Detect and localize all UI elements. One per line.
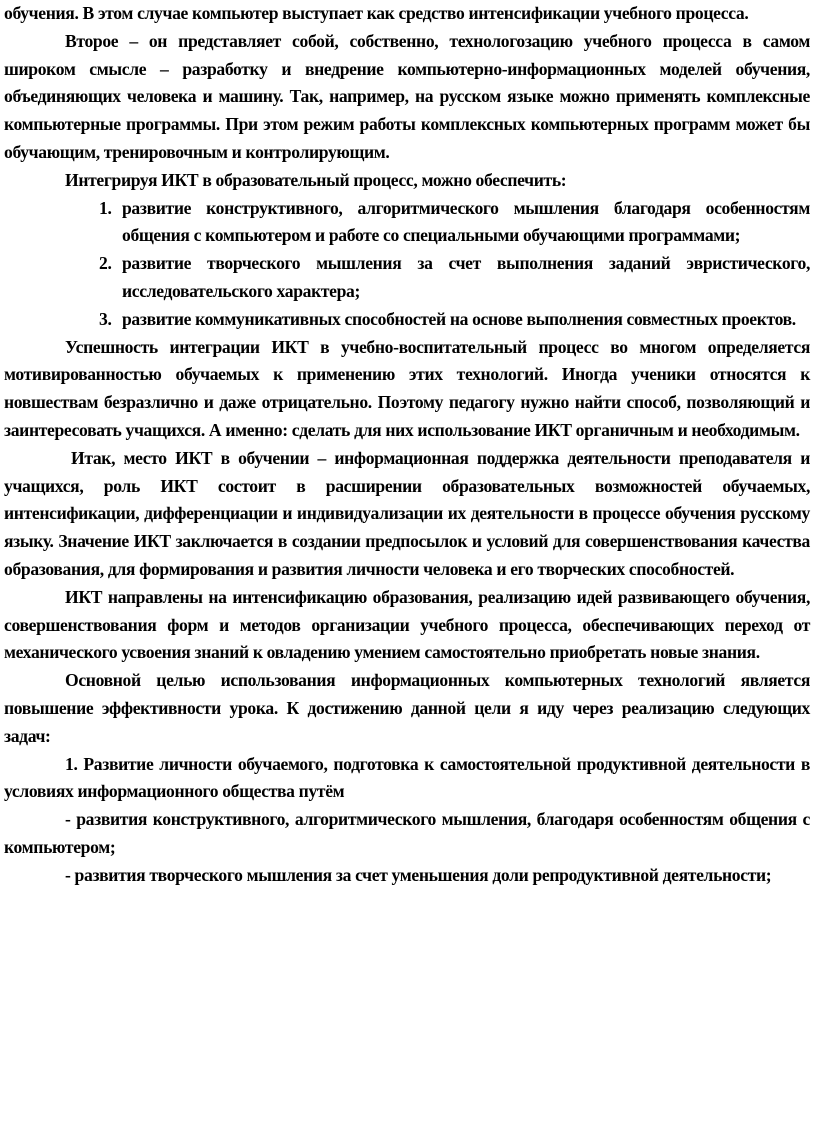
list-item-text: развитие коммуникативных способностей на основе выполнения совместных проектов. — [122, 308, 796, 329]
paragraph-continuation: обучения. В этом случае компьютер выступает как средство интенсификации учебного процесса. — [4, 3, 749, 23]
paragraph-list-intro: Интегрируя ИКТ в образовательный процесс, можно обеспечить: — [65, 169, 567, 190]
list-item-number: 2. — [99, 253, 112, 274]
paragraph-task-dash-two: - развития творческого мышления за счет уменьшения доли репродуктивной деятельности; — [65, 864, 772, 885]
paragraph-integration-success: Успешность интеграции ИКТ в учебно-воспитательный процесс во многом определяется мотивированностью обучаемых к применению этих технологий. Иногда ученики относятся к новшествам безразлично и даже отрицательно. Поэтому педагогу нужно найти способ, позволяющий и заинтересовать учащихся. А именно: сделать для них использование ИКТ органичным и необходимым. — [4, 336, 810, 440]
list-item — [4, 306, 810, 334]
list-item — [4, 250, 810, 306]
paragraph-main-goal: Основной целью использования информационных компьютерных технологий является повышение эффективности урока. К достижению данной цели я иду через реализацию следующих задач: — [4, 670, 810, 746]
paragraph-second-role: Второе – он представляет собой, собственно, технологозацию учебного процесса в самом широком смысле – разработку и внедрение компьютерно-информационных моделей обучения, объединяющих человека и машину. Так, например, на русском языке можно применять комплексные компьютерные программы. При этом режим работы комплексных компьютерных программ может бы обучающим, тренировочным и контролирующим. — [4, 30, 810, 162]
list-item-number: 1. — [99, 197, 112, 218]
paragraph-ict-place: Итак, место ИКТ в обучении – информационная поддержка деятельности преподавателя и учащихся, роль ИКТ состоит в расширении образовательных возможностей обучаемых, интенсификации, дифференциации и индивидуализации их деятельности в процессе обучения русскому языку. Значение ИКТ заключается в создании предпосылок и условий для совершенствования качества образования, для формирования и развития личности человека и его творческих способностей. — [4, 447, 810, 579]
paragraph-ict-direction: ИКТ направлены на интенсификацию образования, реализацию идей развивающего обучения, совершенствования форм и методов организации учебного процесса, обеспечивающих переход от механического усвоения знаний к овладению умением самостоятельно приобретать новые знания. — [4, 586, 810, 663]
list-item — [4, 195, 810, 251]
paragraph-task-dash-one: - развития конструктивного, алгоритмического мышления, благодаря особенностям общения с компьютером; — [4, 809, 810, 857]
list-item-number: 3. — [99, 308, 112, 329]
list-item-text: развитие конструктивного, алгоритмического мышления благодаря особенностям общения с компьютером и работе со специальными обучающими программами; — [122, 197, 810, 246]
list-item-text: развитие творческого мышления за счет выполнения заданий эвристического, исследовательского характера; — [122, 253, 810, 301]
paragraph-task-one: 1. Развитие личности обучаемого, подготовка к самостоятельной продуктивной деятельности в условиях информационного общества путём — [4, 753, 810, 802]
benefits-list — [4, 195, 810, 334]
